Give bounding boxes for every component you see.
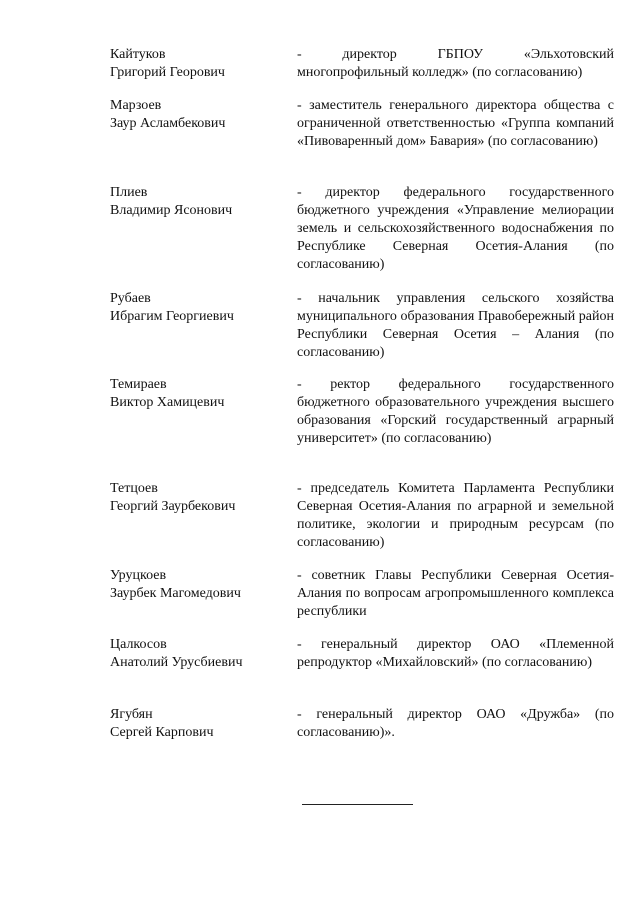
member-name xyxy=(110,376,285,412)
member-surname: Цалкосов xyxy=(110,637,167,652)
member-position xyxy=(297,97,614,151)
member-surname: Ягубян xyxy=(110,707,153,722)
member-position-text: - председатель Комитета Парламента Республики Северная Осетия-Алания по аграрной и земельной политике, экологии и природным ресурсам (по согласованию) xyxy=(297,481,614,550)
member-position-text: - заместитель генерального директора общества с ограниченной ответственностью «Группа компаний «Пивоваренный дом» Бавария» (по согласованию) xyxy=(297,98,614,149)
member-position-text: - советник Главы Республики Северная Осетия-Алания по вопросам агропромышленного комплекса республики xyxy=(297,568,614,619)
member-given-names: Владимир Ясонович xyxy=(110,203,233,218)
member-surname: Плиев xyxy=(110,185,148,200)
document-end-rule xyxy=(302,804,413,805)
member-name xyxy=(110,567,285,603)
member-position-text: - генеральный директор ОАО «Дружба» (по согласованию)». xyxy=(297,707,614,740)
member-given-names: Виктор Хамицевич xyxy=(110,395,225,410)
member-position-text: - генеральный директор ОАО «Племенной репродуктор «Михайловский» (по согласованию) xyxy=(297,637,614,670)
member-position xyxy=(297,290,614,362)
member-given-names: Заур Асламбекович xyxy=(110,116,226,131)
member-position xyxy=(297,46,614,82)
member-surname: Уруцкоев xyxy=(110,568,167,583)
member-name xyxy=(110,46,285,82)
member-given-names: Георгий Заурбекович xyxy=(110,499,236,514)
member-surname: Кайтуков xyxy=(110,47,166,62)
member-name xyxy=(110,636,285,672)
member-given-names: Анатолий Урусбиевич xyxy=(110,655,243,670)
member-position xyxy=(297,706,614,742)
member-name xyxy=(110,97,285,133)
member-given-names: Ибрагим Георгиевич xyxy=(110,309,234,324)
member-given-names: Сергей Карпович xyxy=(110,725,214,740)
member-name xyxy=(110,290,285,326)
member-position xyxy=(297,636,614,672)
member-position xyxy=(297,376,614,448)
member-position xyxy=(297,184,614,274)
member-name xyxy=(110,184,285,220)
member-given-names: Григорий Георович xyxy=(110,65,225,80)
member-position-text: - директор федерального государственного бюджетного учреждения «Управление мелиорации земель и сельскохозяйственного водоснабжения по Республике Северная Осетия-Алания (по согласованию) xyxy=(297,185,614,272)
member-surname: Рубаев xyxy=(110,291,151,306)
member-surname: Марзоев xyxy=(110,98,162,113)
member-position xyxy=(297,480,614,552)
member-position-text: - директор ГБПОУ «Эльхотовский многопрофильный колледж» (по согласованию) xyxy=(297,47,614,80)
member-position-text: - начальник управления сельского хозяйства муниципального образования Правобережный район Республики Северная Осетия – Алания (по согласованию) xyxy=(297,291,614,360)
member-position-text: - ректор федерального государственного бюджетного образовательного учреждения высшего образования «Горский государственный аграрный университет» (по согласованию) xyxy=(297,377,614,446)
member-given-names: Заурбек Магомедович xyxy=(110,586,241,601)
member-name xyxy=(110,480,285,516)
member-surname: Тетцоев xyxy=(110,481,158,496)
member-position xyxy=(297,567,614,621)
member-name xyxy=(110,706,285,742)
member-surname: Темираев xyxy=(110,377,167,392)
